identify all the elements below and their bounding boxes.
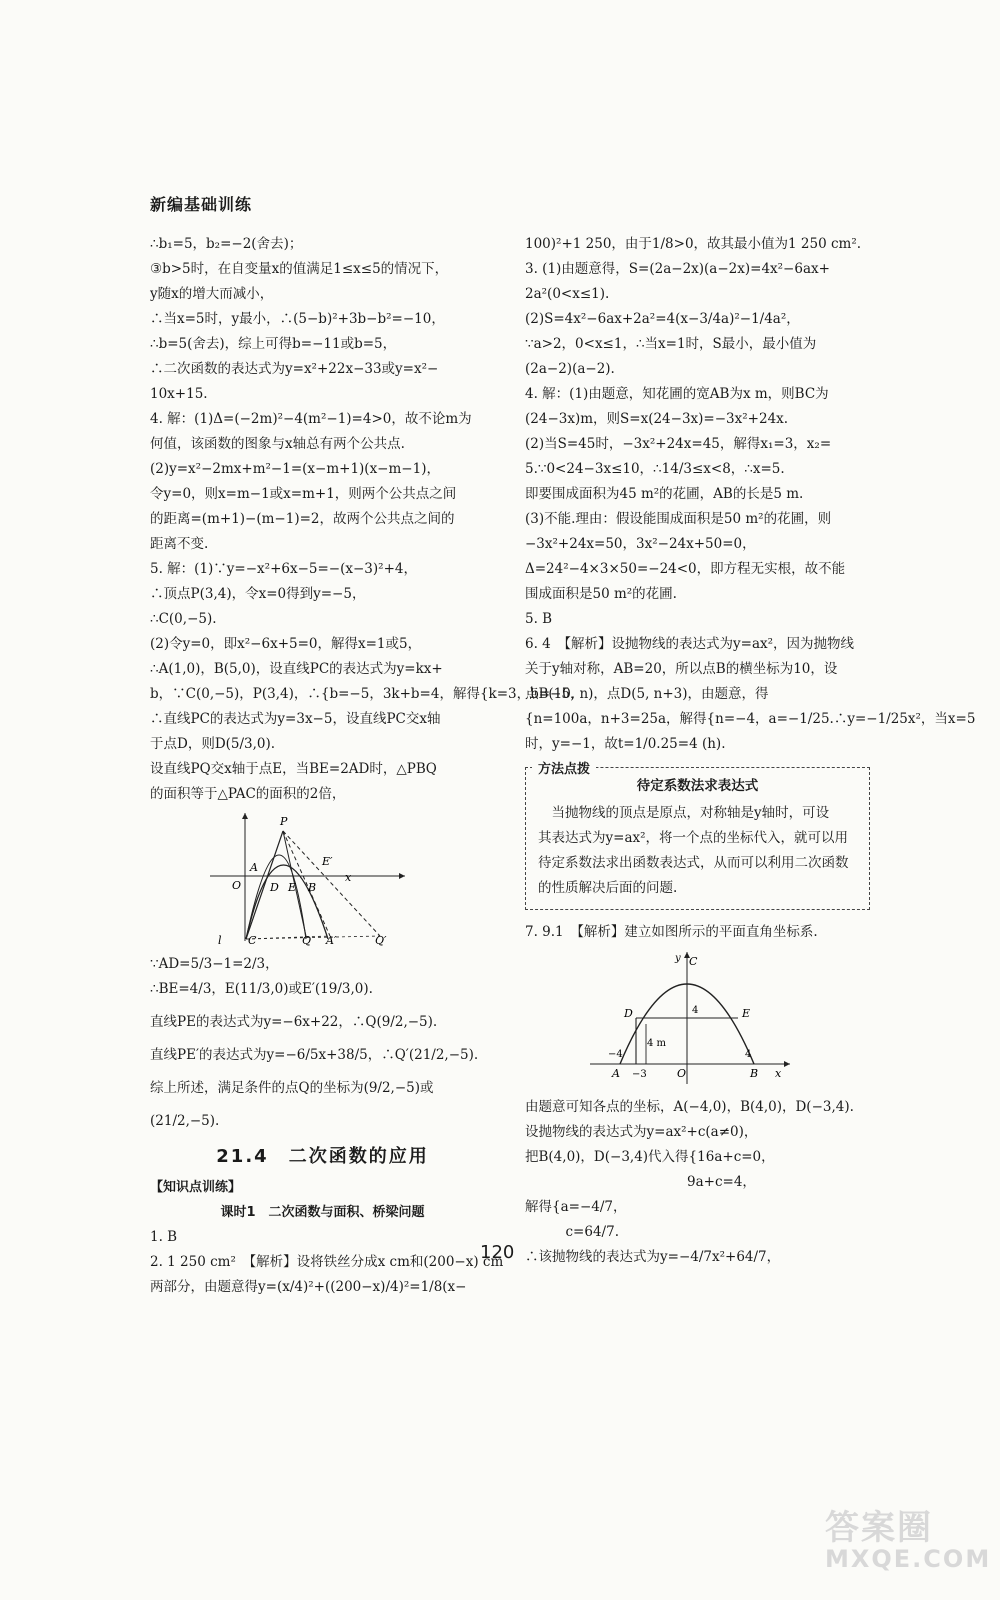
right-column (525, 232, 976, 1270)
label-c: C (248, 934, 257, 947)
label-l: l (218, 934, 222, 947)
text-line: 2a²(0<x≤1). (525, 286, 610, 302)
text-line: (2a−2)(a−2). (525, 361, 615, 377)
text-line: 4. 解：(1)由题意，知花圃的宽AB为x m，则BC为 (525, 386, 829, 402)
parabola-figure-pbq (210, 811, 410, 946)
text-line: −3x²+24x=50，3x²−24x+50=0， (525, 536, 756, 552)
text-line: (2)y=x²−2mx+m²−1=(x−m+1)(x−m−1)， (150, 461, 440, 477)
section-title: 21.4 二次函数的应用 (216, 1146, 429, 1167)
text-line: 6. 4 【解析】设抛物线的表达式为y=ax²，因为抛物线 (525, 636, 855, 652)
method-tip-box (525, 762, 870, 910)
text-line: Δ=24²−4×3×50=−24<0，即方程无实根，故不能 (525, 561, 846, 577)
text-line: 9a+c=4， (525, 1174, 756, 1190)
text-line: 设抛物线的表达式为y=ax²+c(a≠0)， (525, 1124, 758, 1140)
text-line: 距离不变. (150, 536, 209, 552)
text-line: 令y=0，则x=m−1或x=m+1，则两个公共点之间 (150, 486, 457, 502)
text-line: 围成面积是50 m²的花圃. (525, 586, 677, 602)
text-line: (2)令y=0，即x²−6x+5=0，解得x=1或5， (150, 636, 422, 652)
label-e: E (288, 881, 297, 894)
watermark-logo: 答案圈 (825, 1508, 933, 1548)
text-line: 直线PE的表达式为y=−6x+22，∴Q(9/2,−5). (150, 1014, 438, 1030)
text-line: 2. 1 250 cm² 【解析】设将铁丝分成x cm和(200−x) cm (150, 1254, 504, 1270)
label-y: y (675, 953, 681, 964)
text-line: 综上所述，满足条件的点Q的坐标为(9/2,−5)或 (150, 1080, 434, 1096)
watermark-url: MXQE.COM (825, 1545, 992, 1573)
text-line: 7. 9.1 【解析】建立如图所示的平面直角坐标系. (525, 924, 818, 940)
lesson-heading: 课时1 二次函数与面积、桥梁问题 (220, 1205, 425, 1220)
label-e-prime: E′ (322, 855, 333, 868)
label-4m: 4 m (647, 1038, 667, 1049)
text-line: ∵AD=5/3−1=2/3， (150, 956, 279, 972)
label-x: x (775, 1067, 782, 1080)
label-minus-4: −4 (608, 1049, 623, 1060)
method-tip-label: 方法点拨 (532, 757, 596, 782)
method-tip-text: 的性质解决后面的问题. (538, 880, 678, 896)
text-line: (24−3x)m，则S=x(24−3x)=−3x²+24x. (525, 411, 789, 427)
bridge-parabola-figure (590, 949, 800, 1089)
text-line: 设直线PQ交x轴于点E，当BE=2AD时，△PBQ (150, 761, 437, 777)
text-line: 的距离=(m+1)−(m−1)=2，故两个公共点之间的 (150, 511, 455, 527)
text-line: 点B(10, n)，点D(5, n+3)，由题意，得 (525, 686, 769, 702)
text-line: ∴直线PC的表达式为y=3x−5，设直线PC交x轴 (150, 711, 441, 727)
label-e: E (742, 1007, 751, 1020)
text-line: 时，y=−1，故t=1/0.25=4 (h). (525, 736, 726, 752)
text-line: 10x+15. (150, 386, 208, 402)
label-o: O (677, 1067, 687, 1080)
text-line: (21/2,−5). (150, 1113, 220, 1129)
text-line: ∴b₁=5，b₂=−2(舍去)； (150, 236, 303, 252)
text-line: 两部分，由题意得y=(x/4)²+((200−x)/4)²=1/8(x− (150, 1279, 467, 1295)
method-tip-text: 当抛物线的顶点是原点，对称轴是y轴时，可设 (538, 805, 830, 821)
text-line: ∴A(1,0)，B(5,0)，设直线PC的表达式为y=kx+ (150, 661, 443, 677)
label-4-top: 4 (692, 1005, 699, 1016)
label-o: O (232, 879, 242, 892)
method-tip-text: 待定系数法求出函数表达式，从而可以利用二次函数 (538, 855, 849, 871)
label-d: D (270, 881, 279, 894)
label-4-right: 4 (745, 1049, 752, 1060)
text-line: 解得{a=−4/7， (525, 1199, 627, 1215)
text-line: ∴该抛物线的表达式为y=−4/7x²+64/7， (525, 1249, 781, 1265)
text-line: 即要围成面积为45 m²的花圃，AB的长是5 m. (525, 486, 804, 502)
text-line: ∵a>2，0<x≤1，∴当x=1时，S最小，最小值为 (525, 336, 817, 352)
method-tip-title: 待定系数法求表达式 (636, 778, 759, 794)
label-p: P (280, 815, 288, 828)
label-a: A (612, 1067, 620, 1080)
text-line: 5. B (525, 611, 553, 627)
text-line: ③b>5时，在自变量x的值满足1≤x≤5的情况下， (150, 261, 449, 277)
text-line: 何值，该函数的图象与x轴总有两个公共点. (150, 436, 405, 452)
text-line: 由题意可知各点的坐标，A(−4,0)，B(4,0)，D(−3,4). (525, 1099, 854, 1115)
text-line: (2)S=4x²−6ax+2a²=4(x−3/4a)²−1/4a²， (525, 311, 800, 327)
text-line: ∴b=5(舍去)，综上可得b=−11或b=5， (150, 336, 397, 352)
text-line: 5. 解：(1)∵y=−x²+6x−5=−(x−3)²+4， (150, 561, 417, 577)
label-c: C (689, 955, 698, 968)
label-b: B (308, 881, 317, 894)
method-tip-text: 其表达式为y=ax²，将一个点的坐标代入，就可以用 (538, 830, 849, 846)
knowledge-heading: 【知识点训练】 (150, 1180, 242, 1195)
text-line: 关于y轴对称，AB=20，所以点B的横坐标为10，设 (525, 661, 838, 677)
page-number: 120 (480, 1242, 515, 1263)
text-line: c=64/7. (525, 1224, 619, 1240)
text-line: 5.∵0<24−3x≤10，∴14/3≤x<8，∴x=5. (525, 461, 785, 477)
text-line: 1. B (150, 1229, 178, 1245)
text-line: 于点D，则D(5/3,0). (150, 736, 276, 752)
label-q-prime: Q′ (375, 934, 387, 947)
label-x: x (345, 871, 352, 884)
text-line: ∴当x=5时，y最小，∴(5−b)²+3b−b²=−10， (150, 311, 445, 327)
text-line: ∴C(0,−5). (150, 611, 217, 627)
text-line: 的面积等于△PAC的面积的2倍， (150, 786, 346, 802)
label-minus-3: −3 (632, 1069, 647, 1080)
label-d: D (624, 1007, 633, 1020)
book-title: 新编基础训练 (150, 195, 253, 214)
text-line: {n=100a，n+3=25a，解得{n=−4，a=−1/25.∴y=−1/25x²，当x=5 (525, 711, 976, 727)
text-line: 3. (1)由题意得，S=(2a−2x)(a−2x)=4x²−6ax+ (525, 261, 830, 277)
text-line: ∴顶点P(3,4)，令x=0得到y=−5， (150, 586, 366, 602)
label-q: Q (302, 934, 312, 947)
label-a-prime: A′ (326, 934, 337, 947)
text-line: ∴BE=4/3，E(11/3,0)或E′(19/3,0). (150, 981, 373, 997)
text-line: 4. 解：(1)Δ=(−2m)²−4(m²−1)=4>0，故不论m为 (150, 411, 472, 427)
text-line: y随x的增大而减小， (150, 286, 274, 302)
text-line: b，∵C(0,−5)，P(3,4)，∴{b=−5，3k+b=4，解得{k=3，b=−5， (150, 686, 584, 702)
label-a: A (250, 861, 258, 874)
text-line: (2)当S=45时，−3x²+24x=45，解得x₁=3，x₂= (525, 436, 832, 452)
text-line: 把B(4,0)，D(−3,4)代入得{16a+c=0， (525, 1149, 775, 1165)
text-line: ∴二次函数的表达式为y=x²+22x−33或y=x²− (150, 361, 439, 377)
text-line: 直线PE′的表达式为y=−6/5x+38/5，∴Q′(21/2,−5). (150, 1047, 479, 1063)
text-line: (3)不能.理由：假设能围成面积是50 m²的花圃，则 (525, 511, 832, 527)
text-line: 100)²+1 250，由于1/8>0，故其最小值为1 250 cm². (525, 236, 862, 252)
label-b: B (750, 1067, 759, 1080)
